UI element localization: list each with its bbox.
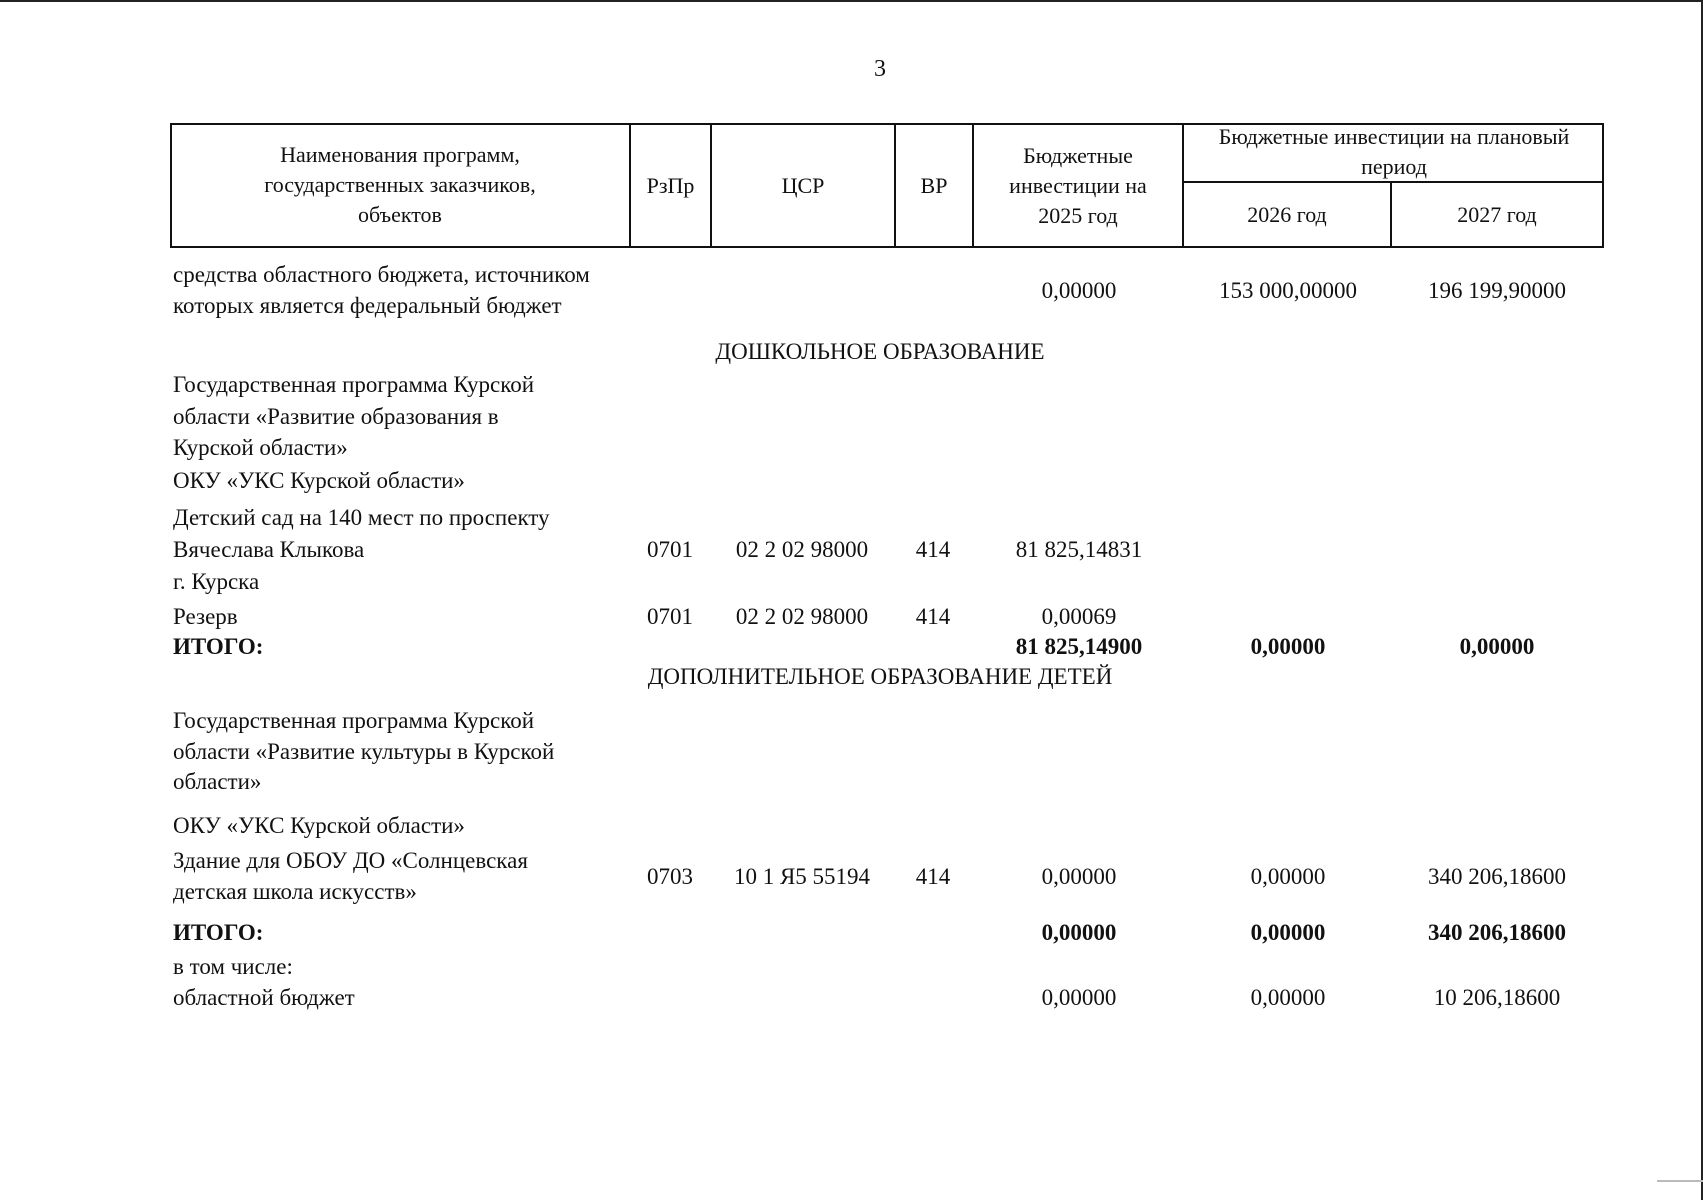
federal-name-line1: средства областного бюджета, источником: [173, 262, 590, 287]
scan-border-top: [0, 0, 1703, 2]
total2-2026: 0,00000: [1250, 920, 1326, 945]
federal-2027: 196 199,90000: [1428, 278, 1566, 303]
regional-2026: 0,00000: [1250, 985, 1326, 1010]
building-2025: 0,00000: [1041, 864, 1117, 889]
header-csr: ЦСР: [781, 172, 825, 198]
building-vr: 414: [915, 864, 951, 889]
program2-line3: области»: [173, 769, 262, 794]
kindergarten-2025: 81 825,14831: [1015, 537, 1143, 562]
program2-customer: ОКУ «УКС Курской области»: [173, 813, 465, 838]
total2-2027: 340 206,18600: [1428, 920, 1566, 945]
kindergarten-rzpr: 0701: [647, 537, 693, 562]
regional-budget-label: областной бюджет: [173, 985, 355, 1010]
program2-line2: области «Развитие культуры в Курской: [173, 739, 555, 764]
program1-line1: Государственная программа Курской: [173, 372, 535, 397]
scan-mark: [1657, 1180, 1703, 1182]
program2-line1: Государственная программа Курской: [173, 708, 535, 733]
building-rzpr: 0703: [647, 864, 693, 889]
building-line2: детская школа искусств»: [173, 879, 417, 904]
total1-2026: 0,00000: [1250, 634, 1326, 659]
federal-name-line2: которых является федеральный бюджет: [173, 293, 562, 318]
header-inv-2025: Бюджетные инвестиции на 2025 год: [1009, 142, 1147, 228]
section-heading: ДОШКОЛЬНОЕ ОБРАЗОВАНИЕ: [715, 339, 1045, 364]
including-label: в том числе:: [173, 954, 293, 979]
header-rzpr: РзПр: [646, 172, 695, 198]
federal-2025: 0,00000: [1041, 278, 1117, 303]
header-name: Наименования программ, государственных заказчиков, объектов: [264, 142, 536, 227]
building-line1: Здание для ОБОУ ДО «Солнцевская: [173, 848, 528, 873]
program1-line2: области «Развитие образования в: [173, 404, 499, 429]
kindergarten-line3: г. Курска: [173, 569, 260, 594]
section-heading: ДОПОЛНИТЕЛЬНОЕ ОБРАЗОВАНИЕ ДЕТЕЙ: [647, 664, 1113, 689]
building-2026: 0,00000: [1250, 864, 1326, 889]
reserve-rzpr: 0701: [647, 604, 693, 629]
total1-2027: 0,00000: [1459, 634, 1535, 659]
kindergarten-vr: 414: [915, 537, 951, 562]
page-number: 3: [874, 56, 886, 82]
header-2026: 2026 год: [1247, 201, 1327, 227]
reserve-2025: 0,00069: [1041, 604, 1117, 629]
kindergarten-line1: Детский сад на 140 мест по проспекту: [173, 505, 550, 530]
kindergarten-line2: Вячеслава Клыкова: [173, 537, 365, 562]
header-2027: 2027 год: [1457, 201, 1537, 227]
header-vr: ВР: [920, 172, 948, 198]
building-2027: 340 206,18600: [1428, 864, 1566, 889]
header-planned-period: Бюджетные инвестиции на плановый период: [1218, 124, 1570, 179]
total2-2025: 0,00000: [1041, 920, 1117, 945]
reserve-csr: 02 2 02 98000: [735, 604, 869, 629]
total1-2025: 81 825,14900: [1015, 634, 1143, 659]
total2-label: ИТОГО:: [173, 920, 264, 945]
reserve-name: Резерв: [173, 604, 238, 629]
federal-2026: 153 000,00000: [1219, 278, 1357, 303]
kindergarten-csr: 02 2 02 98000: [735, 537, 869, 562]
regional-2025: 0,00000: [1041, 985, 1117, 1010]
building-csr: 10 1 Я5 55194: [733, 864, 871, 889]
program1-line3: Курской области»: [173, 435, 348, 460]
program1-customer: ОКУ «УКС Курской области»: [173, 468, 465, 493]
regional-2027: 10 206,18600: [1433, 985, 1561, 1010]
total1-label: ИТОГО:: [173, 634, 264, 659]
header-divider: [972, 123, 974, 248]
reserve-vr: 414: [915, 604, 951, 629]
